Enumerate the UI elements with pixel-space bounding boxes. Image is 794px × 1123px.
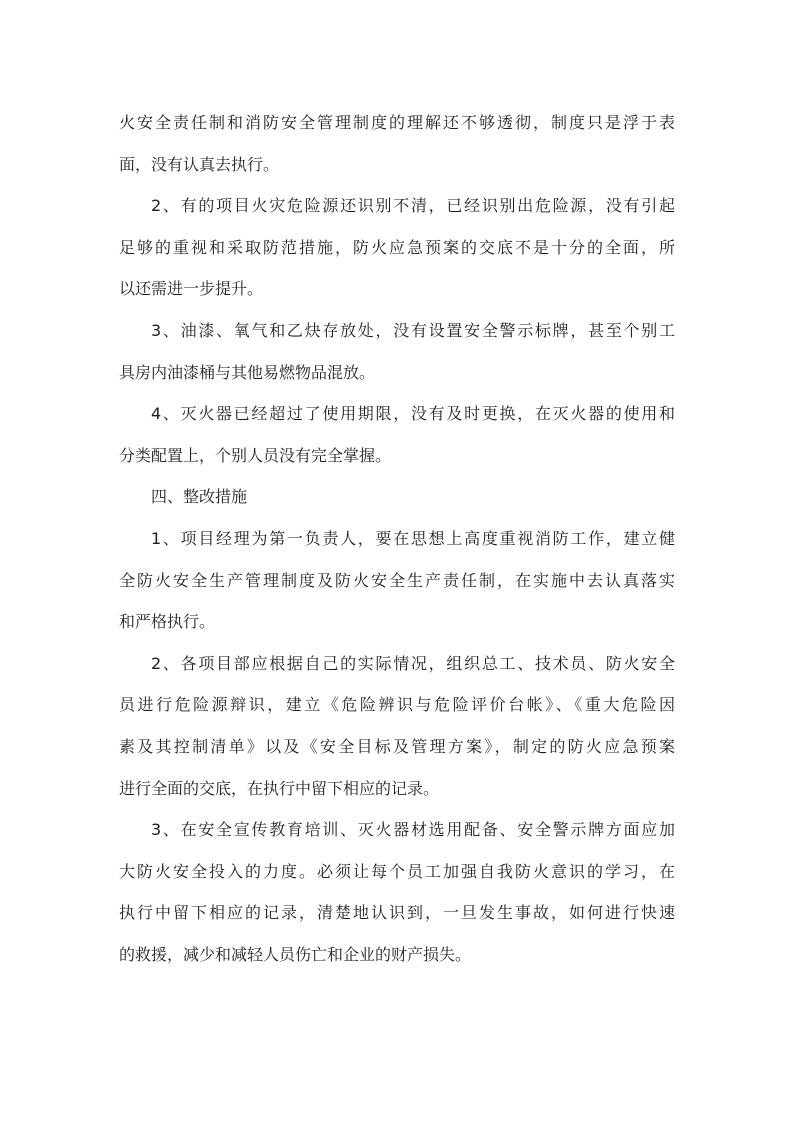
text-line: 1、项目经理为第一负责人，要在思想上高度重视消防工作，建立健 [151,528,675,548]
text-line: 进行全面的交底，在执行中留下相应的记录。 [119,778,440,798]
text-line: 2、各项目部应根据自己的实际情况，组织总工、技术员、防火安全 [151,653,675,673]
text-line: 素及其控制清单》以及《安全目标及管理方案》，制定的防火应急预案 [119,736,675,756]
text-line: 全防火安全生产管理制度及防火安全生产责任制，在实施中去认真落实 [119,570,675,590]
text-line: 具房内油漆桶与其他易燃物品混放。 [119,362,376,382]
text-line: 面，没有认真去执行。 [119,154,280,174]
paragraph-issue-4 [119,393,675,476]
text-line: 分类配置上，个别人员没有完全掌握。 [119,445,392,465]
text-line: 3、在安全宣传教育培训、灭火器材选用配备、安全警示牌方面应加 [151,820,675,840]
text-line: 4、灭火器已经超过了使用期限，没有及时更换，在灭火器的使用和 [151,404,675,424]
paragraph-issue-2 [119,185,675,310]
section-heading [119,476,675,518]
document-body [119,102,675,975]
paragraph-continuation [119,102,675,185]
text-line: 足够的重视和采取防范措施，防火应急预案的交底不是十分的全面，所 [119,237,675,257]
text-line: 和严格执行。 [119,612,216,632]
text-line: 以还需进一步提升。 [119,279,264,299]
text-line: 大防火安全投入的力度。必须让每个员工加强自我防火意识的学习，在 [119,861,675,881]
paragraph-measure-2 [119,643,675,809]
paragraph-measure-3 [119,809,675,975]
text-line: 员进行危险源辩识，建立《危险辨识与危险评价台帐》、《重大危险因 [119,695,675,715]
paragraph-issue-3 [119,310,675,393]
section-heading-text: 四、整改措施 [151,487,248,507]
text-line: 3、油漆、氧气和乙炔存放处，没有设置安全警示标牌，甚至个别工 [151,320,675,340]
text-line: 的救援，减少和减轻人员伤亡和企业的财产损失。 [119,944,472,964]
text-line: 执行中留下相应的记录，清楚地认识到，一旦发生事故，如何进行快速 [119,903,675,923]
text-line: 火安全责任制和消防安全管理制度的理解还不够透彻，制度只是浮于表 [119,113,675,132]
paragraph-measure-1 [119,518,675,643]
text-line: 2、有的项目火灾危险源还识别不清，已经识别出危险源，没有引起 [151,196,675,216]
